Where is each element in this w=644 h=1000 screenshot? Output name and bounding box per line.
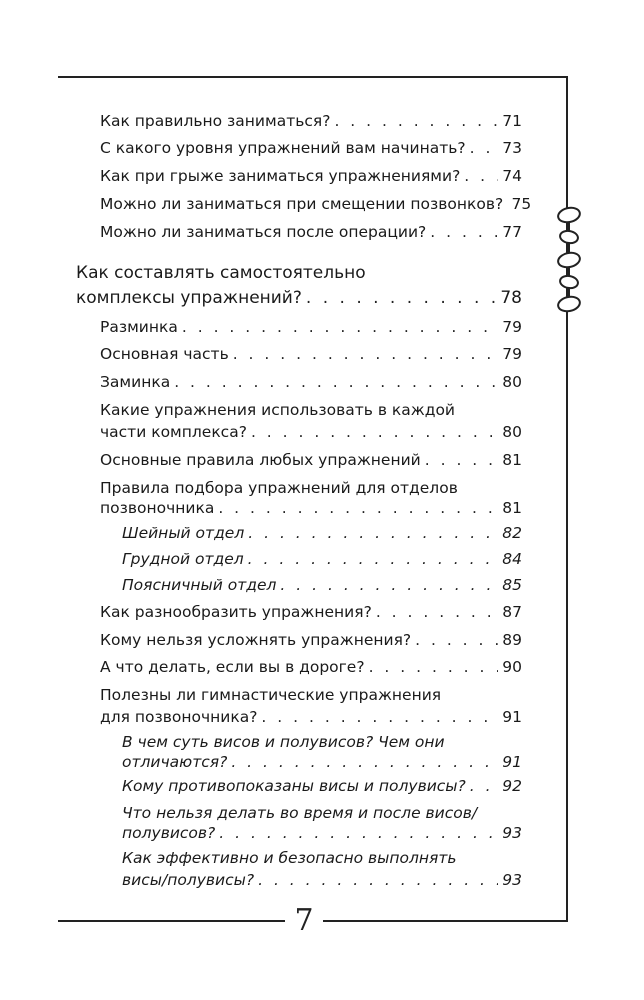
toc-subentry[interactable]: [122, 776, 522, 796]
toc-leader-dots: [251, 422, 498, 442]
chain-ornament-icon: [549, 203, 589, 317]
toc-subentry[interactable]: [122, 752, 522, 772]
toc-entry-page: 91: [502, 708, 522, 726]
toc-subentry[interactable]: [122, 575, 522, 595]
toc-entry-title: полувисов?: [122, 824, 216, 842]
toc-entry-page: 73: [502, 139, 522, 157]
toc-leader-dots: [430, 222, 498, 242]
toc-entry-title-line1[interactable]: Правила подбора упражнений для отделов: [100, 479, 458, 497]
toc-entry-title: Поясничный отдел: [122, 576, 277, 594]
toc-entry-title: А что делать, если вы в дороге?: [100, 658, 365, 676]
toc-entry[interactable]: [100, 630, 522, 650]
toc-entry-page: 77: [502, 223, 522, 241]
toc-entry-page: 93: [502, 824, 522, 842]
toc-subentry-title-line1[interactable]: Что нельзя делать во время и после висов/: [122, 804, 478, 822]
toc-entry-title: части комплекса?: [100, 423, 247, 441]
toc-entry-title: Основные правила любых упражнений: [100, 451, 421, 469]
toc-entry-title: Как правильно заниматься?: [100, 112, 331, 130]
toc-entry-page: 80: [502, 423, 522, 441]
toc-entry-page: 79: [502, 345, 522, 363]
toc-leader-dots: [376, 602, 498, 622]
toc-leader-dots: [248, 549, 498, 569]
toc-entry-title: Как при грыже заниматься упражнениями?: [100, 167, 461, 185]
toc-subentry-title-line1[interactable]: В чем суть висов и полувисов? Чем они: [122, 733, 445, 751]
toc-entry-title-line1[interactable]: Полезны ли гимнастические упражнения: [100, 686, 442, 704]
toc-entry-title: для позвоночника?: [100, 708, 258, 726]
toc-leader-dots: [470, 138, 498, 158]
toc-entry-page: 87: [502, 603, 522, 621]
toc-entry-page: 71: [502, 112, 522, 130]
toc-subentry[interactable]: [122, 549, 522, 569]
toc-entry-page: 81: [502, 451, 522, 469]
toc-entry-page: 79: [502, 318, 522, 336]
toc-subentry-title-line1[interactable]: Как эффективно и безопасно выполнять: [122, 849, 457, 867]
toc-entry-page: 91: [502, 753, 522, 771]
toc-entry-page: 74: [502, 167, 522, 185]
toc-entry[interactable]: [100, 138, 522, 158]
toc-entry-title: комплексы упражнений?: [76, 288, 302, 308]
frame-top-line: [58, 76, 568, 78]
toc-entry-title: Можно ли заниматься после операции?: [100, 223, 427, 241]
toc-entry[interactable]: [100, 372, 522, 392]
toc-entry-title: Грудной отдел: [122, 550, 244, 568]
toc-entry-page: 78: [500, 288, 522, 308]
toc-leader-dots: [258, 870, 498, 890]
toc-leader-dots: [233, 344, 498, 364]
toc-leader-dots: [219, 823, 498, 843]
toc-entry[interactable]: [100, 657, 522, 677]
toc-entry-page: 84: [502, 550, 522, 568]
toc-entry-title: Шейный отдел: [122, 524, 245, 542]
toc-entry[interactable]: [100, 222, 522, 242]
toc-entry-title: Разминка: [100, 318, 178, 336]
toc-leader-dots: [231, 752, 498, 772]
toc-entry[interactable]: [100, 422, 522, 442]
toc-entry[interactable]: [100, 498, 522, 518]
toc-leader-dots: [415, 630, 498, 650]
toc-leader-dots: [306, 288, 496, 308]
toc-entry-title: Основная часть: [100, 345, 229, 363]
toc-entry[interactable]: [100, 317, 522, 337]
toc-entry-page: 93: [502, 871, 522, 889]
toc-leader-dots: [182, 317, 498, 337]
toc-entry[interactable]: [100, 344, 522, 364]
toc-leader-dots: [280, 575, 498, 595]
toc-entry-page: 75: [511, 195, 532, 213]
toc-entry-title: отличаются?: [122, 753, 228, 771]
toc-leader-dots: [218, 498, 498, 518]
toc-entry[interactable]: [100, 111, 522, 131]
toc-entry[interactable]: [100, 602, 522, 622]
toc-leader-dots: [464, 166, 498, 186]
toc-leader-dots: [470, 776, 498, 796]
toc-entry-page: 81: [502, 499, 522, 517]
toc-subentry[interactable]: [122, 870, 522, 890]
toc-entry-page: 89: [502, 631, 522, 649]
toc-subentry[interactable]: [122, 523, 522, 543]
toc-leader-dots: [369, 657, 498, 677]
toc-leader-dots: [248, 523, 498, 543]
toc-entry[interactable]: [100, 194, 532, 214]
toc-entry-page: 82: [502, 524, 522, 542]
toc-leader-dots: [174, 372, 498, 392]
toc-subentry[interactable]: [122, 823, 522, 843]
toc-leader-dots: [334, 111, 498, 131]
toc-entry-title: Кому противопоказаны висы и полувисы?: [122, 777, 466, 795]
toc-entry-title: висы/полувисы?: [122, 871, 255, 889]
toc-entry-title-line1[interactable]: Какие упражнения использовать в каждой: [100, 401, 456, 419]
toc-entry-title: С какого уровня упражнений вам начинать?: [100, 139, 466, 157]
toc-entry-page: 90: [502, 658, 522, 676]
page-number: 7: [294, 903, 314, 938]
toc-entry-page: 92: [502, 777, 522, 795]
toc-entry-title: Кому нельзя усложнять упражнения?: [100, 631, 412, 649]
toc-chapter-title-line1[interactable]: Как составлять самостоятельно: [76, 263, 366, 283]
toc-entry[interactable]: [100, 450, 522, 470]
toc-entry[interactable]: [100, 166, 522, 186]
toc-entry[interactable]: [100, 707, 522, 727]
toc-entry-title: позвоночника: [100, 499, 215, 517]
toc-entry-title: Можно ли заниматься при смещении позвонков?: [100, 195, 504, 213]
toc-chapter-entry[interactable]: [76, 288, 522, 308]
toc-entry-title: Заминка: [100, 373, 171, 391]
frame-bottom-line-right: [323, 920, 568, 922]
toc-entry-title: Как разнообразить упражнения?: [100, 603, 372, 621]
toc-entry-page: 80: [502, 373, 522, 391]
toc-leader-dots: [425, 450, 498, 470]
toc-entry-page: 85: [502, 576, 522, 594]
frame-bottom-line-left: [58, 920, 285, 922]
toc-leader-dots: [261, 707, 498, 727]
